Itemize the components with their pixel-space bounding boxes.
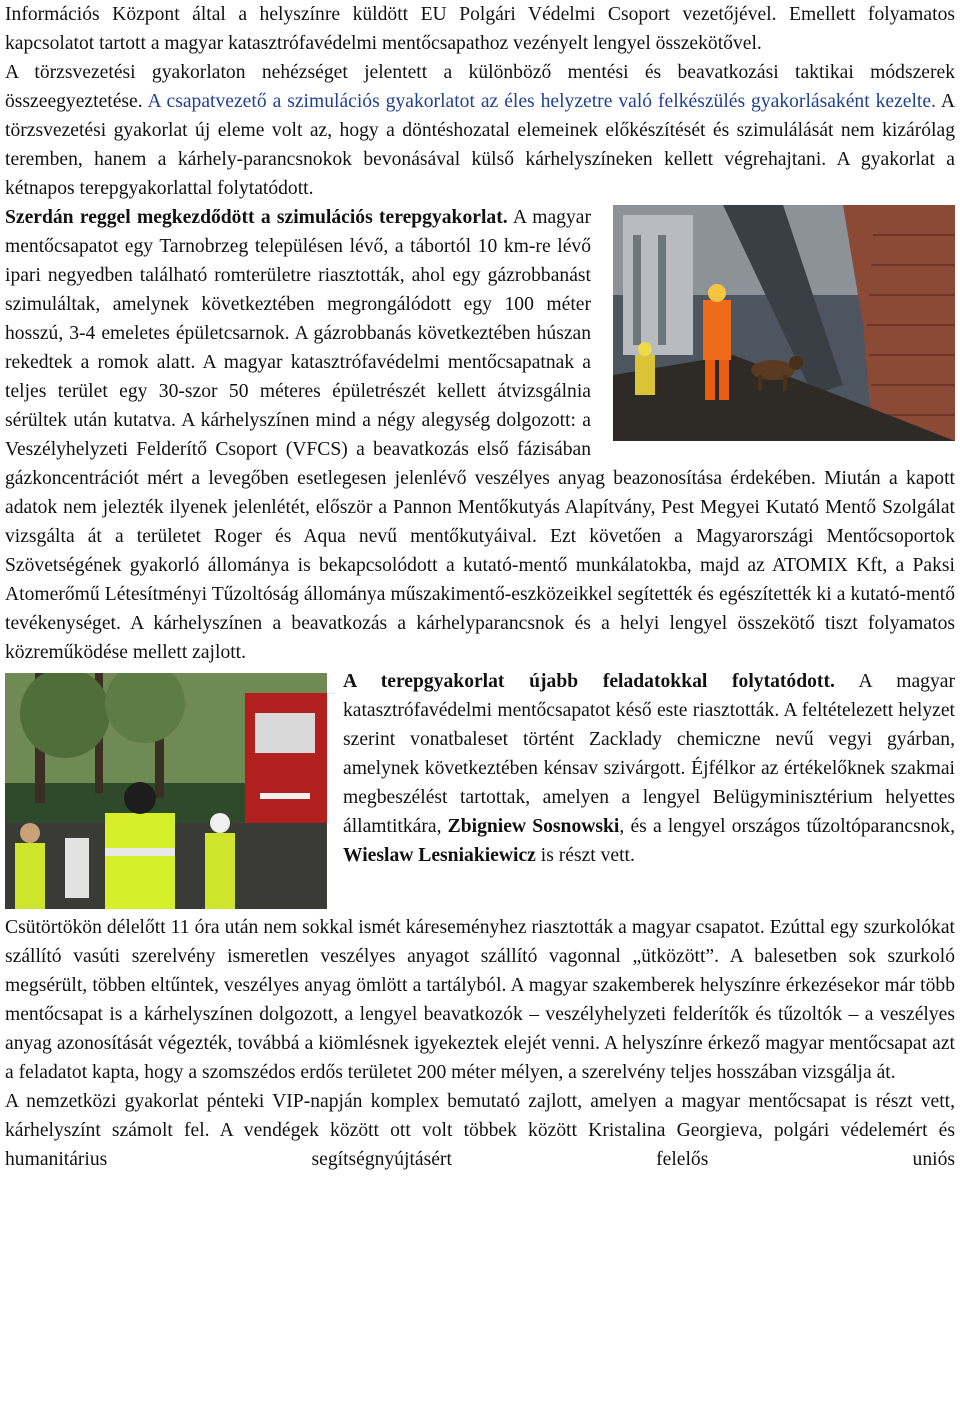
paragraph-staff-exercise — [5, 58, 955, 203]
paragraph-wednesday — [5, 203, 955, 667]
staff-exercise-sentence-3: A törzsvezetési gyakorlat új eleme volt az, hogy a döntéshozatal elemeinek előkészítését és szimulálását nem kizárólag teremben, hanem a kárhely-parancsnokok bevonásával külső kárhelyszíneken kellett végrehajtani. — [5, 91, 955, 170]
thursday-text: Csütörtökön délelőtt 11 óra után nem sokkal ismét káreseményhez riasztották a magyar csapatot. Ezúttal egy szurkolókat szállító vasúti szerelvény ismeretlen veszélyes anyagot szállító vagonnal „ütközött”. A balesetben sok szurkoló megsérült, többen eltűntek, veszélyes anyag ömlött a tartályból. A magyar szakemberek helyszínre érkezésekor már több mentőcsapat is a kárhelyszínen dolgozott, a lengyel beavatkozók – veszélyhelyzeti felderítők és tűzoltók – a veszélyes anyag azonosítását végezték, továbbá a kiömlésnek igyekeztek elejét venni. A helyszínre érkező magyar mentőcsapat azt a feladatot kapta, hogy a szomszédos erdős területet 200 méter mélyen, a szerelvény teljes hosszában vizsgálja át. — [5, 917, 955, 1083]
rescuers-photo — [5, 673, 327, 909]
official-name-2: Wieslaw Lesniakiewicz — [343, 845, 536, 866]
rescuers-photo-image — [5, 673, 327, 909]
continued-sentence-2: , és a lengyel országos tűzoltóparancsnok, — [619, 816, 955, 837]
paragraph-continued — [5, 667, 955, 870]
continued-sentence-1: A magyar katasztrófavédelmi mentőcsapatot késő este riasztották. A feltételezett helyzet szerint vonatbaleset történt Zacklady chemiczne nevű vegyi gyárban, amelynek következtében kénsav szivárgott. Éjfélkor az értékelőknek szakmai megbeszélést tartottak, amelyen a lengyel Belügyminisztérium helyettes államtitkára, — [343, 671, 955, 837]
wednesday-sentence-5: Miután a kapott adatok nem jelezték ilyenek jelenlétét, először a Pannon Mentőkutyás Alapítvány, Pest Megyei Kutató Mentő Szolgálat vizsgálta át a területet Roger és Aqua nevű mentőkutyáival. — [5, 468, 955, 547]
friday-text: A nemzetközi gyakorlat pénteki VIP-napján komplex bemutató zajlott, amelyen a magyar mentőcsapat is részt vett, kárhelyszínt számolt fel. A vendégek között ott volt többek között Kristalina Georgieva, polgári védelemért és humanitárius segítségnyújtásért felelős uniós — [5, 1091, 955, 1170]
rescue-dog-photo-image — [613, 205, 955, 441]
wednesday-sentence-4: A kárhelyszínen mind a négy alegység dolgozott: a Veszélyhelyzeti Felderítő Csoport (VFCS) a beavatkozás első fázisában gázkoncentrációt mért a levegőben esetlegesen jelenlévő veszélyes anyag beazonosítása érdekében. — [5, 410, 816, 489]
wednesday-heading: Szerdán reggel megkezdődött a szimulációs terepgyakorlat. — [5, 207, 508, 228]
wednesday-sentence-6: Ezt követően a Magyarországi Mentőcsoportok Szövetségének gyakorló állománya is bekapcsolódott a kutató-mentő munkálatokba, majd az ATOMIX Kft, a Paksi Atomerőmű Létesítményi Tűzoltóság állománya műszakimentő-eszközeikkel segítették és egészítették ki a kutató-mentő tevékenységet. — [5, 526, 955, 634]
paragraph-thursday — [5, 913, 955, 1087]
continued-heading: A terepgyakorlat újabb feladatokkal folytatódott. — [343, 671, 835, 692]
official-name-1: Zbigniew Sosnowski — [447, 816, 620, 837]
staff-exercise-sentence-1: A törzsvezetési gyakorlaton nehézséget jelentett a különböző mentési és beavatkozási taktikai módszerek összeegyeztetése. — [5, 62, 955, 112]
intro-sentence: Információs Központ által a helyszínre küldött EU Polgári Védelmi Csoport vezetőjével. Emellett folyamatos kapcsolatot tartott a magyar katasztrófavédelmi mentőcsapathoz vezényelt lengyel összekötővel. — [5, 4, 955, 54]
rescue-dog-photo — [613, 205, 955, 441]
staff-exercise-sentence-4: A gyakorlat a kétnapos terepgyakorlattal folytatódott. — [5, 149, 956, 199]
document-page — [5, 0, 955, 1174]
wednesday-sentence-1: A magyar mentőcsapatot egy Tarnobrzeg településen lévő, a tábortól 10 km-re lévő ipari negyedben található romterületre riasztották, ahol egy gázrobbanást szimuláltak, amelynek következtében megrongálódott egy 100 méter hosszú, 3-4 emeletes épületcsarnok. — [5, 207, 591, 344]
continued-sentence-3: is részt vett. — [535, 845, 635, 866]
wednesday-sentence-3: A magyar katasztrófavédelmi mentőcsapatnak a teljes terület egy 30-szor 50 méteres épületrészét kellett átvizsgálnia sérültek után kutatva. — [5, 352, 591, 431]
wednesday-sentence-2: A gázrobbanás következtében húszan rekedtek a romok alatt. — [5, 323, 592, 373]
paragraph-intro — [5, 0, 955, 58]
paragraph-friday — [5, 1087, 955, 1174]
staff-exercise-highlight: A csapatvezető a szimulációs gyakorlatot az éles helyzetre való felkészülés gyakorlásaként kezelte. — [147, 91, 936, 112]
wednesday-sentence-7: A kárhelyszínen a beavatkozás a kárhelyparancsnok és a helyi lengyel összekötő tiszt folyamatos közreműködése mellett zajlott. — [5, 613, 955, 663]
